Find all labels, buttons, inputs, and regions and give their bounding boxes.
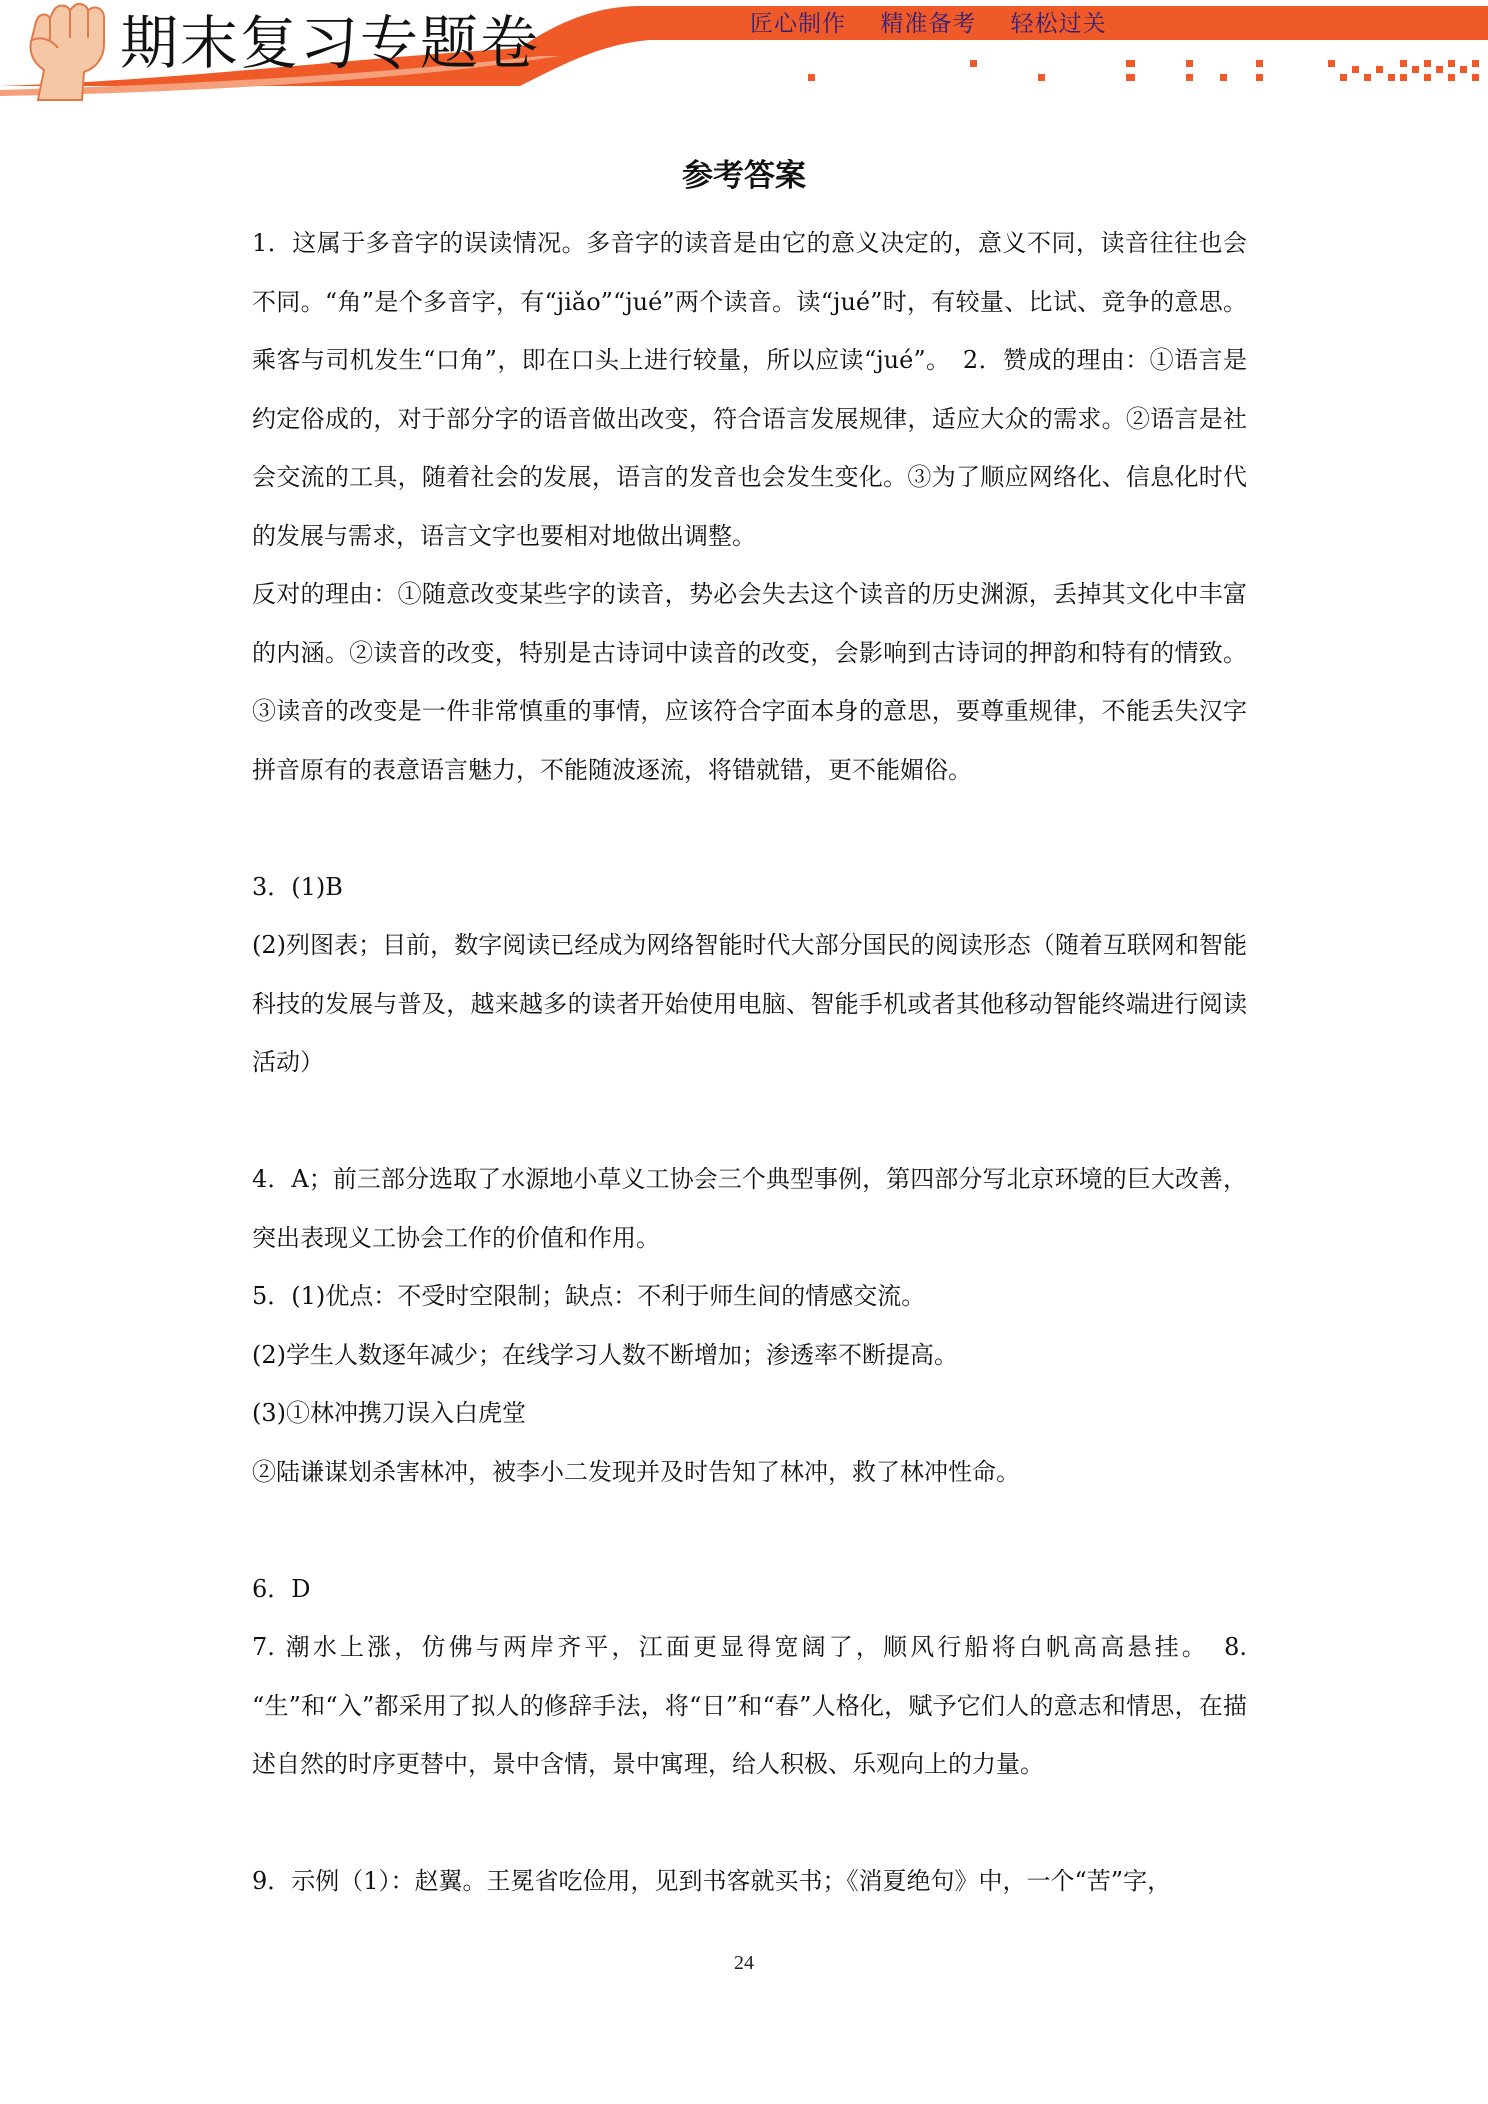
spacer [252,1501,1247,1560]
page-title: 参考答案 [682,158,806,194]
paragraph: 9．示例（1）：赵翼。王冕省吃俭用，见到书客就买书；《消夏绝句》中，一个“苦”字， [252,1867,1172,1895]
spacer [252,1794,1247,1853]
paragraph: (3)①林冲携刀误入白虎堂 [252,1399,526,1427]
paragraph: 1．这属于多音字的误读情况。多音字的读音是由它的意义决定的，意义不同，读音往往也会不同。“角”是个多音字，有“jiǎo”“jué”两个读音。读“jué”时，有较量、比试、竞争的意思。乘客与司机发生“口角”，即在口头上进行较量，所以应读“jué”。 2．赞成的理由：①语言是约定俗成的，对于部分字的语音做出改变，符合语言发展规律，适应大众的需求。②语言是社会交流的工具，随着社会的发展，语言的发音也会发生变化。③为了顺应网络化、信息化时代的发展与需求，语言文字也要相对地做出调整。 [252,229,1247,550]
slogan-item: 匠心制作 [750,11,846,37]
slogan-item: 精准备考 [880,11,977,37]
paragraph: 4．A；前三部分选取了水源地小草义工协会三个典型事例，第四部分写北京环境的巨大改善，突出表现义工协会工作的价值和作用。 [252,1165,1247,1252]
paragraph: (2)学生人数逐年减少；在线学习人数不断增加；渗透率不断提高。 [252,1340,958,1369]
slogan-item: 轻松过关 [1010,11,1107,37]
fist-icon [8,0,128,104]
spacer [252,799,1247,858]
header-slogan [750,9,1133,39]
page-header [0,0,1488,110]
paragraph: 3．(1)B [252,872,343,901]
page-number: 24 [734,1952,754,1974]
paragraph: 5．(1)优点：不受时空限制；缺点：不利于师生间的情感交流。 [252,1282,926,1310]
spacer [252,1092,1247,1151]
paragraph: 7. 潮水上涨，仿佛与两岸齐平，江面更显得宽阔了，顺风行船将白帆高高悬挂。 8. “生”和“入”都采用了拟人的修辞手法，将“日”和“春”人格化，赋予它们人的意志和情思，在描述自然的时序更替中，景中含情，景中寓理，给人积极、乐观向上的力量。 [252,1633,1247,1778]
answer-content [252,214,1247,1911]
paragraph: 6．D [252,1574,311,1603]
paragraph: ②陆谦谋划杀害林冲，被李小二发现并及时告知了林冲，救了林冲性命。 [252,1457,1020,1486]
paragraph: 反对的理由：①随意改变某些字的读音，势必会失去这个读音的历史渊源，丢掉其文化中丰富的内涵。②读音的改变，特别是古诗词中读音的改变，会影响到古诗词的押韵和特有的情致。③读音的改变是一件非常慎重的事情，应该符合字面本身的意思，要尊重规律，不能丢失汉字拼音原有的表意语言魅力，不能随波逐流，将错就错，更不能媚俗。 [252,580,1247,784]
paragraph: (2)列图表；目前，数字阅读已经成为网络智能时代大部分国民的阅读形态（随着互联网和智能科技的发展与普及，越来越多的读者开始使用电脑、智能手机或者其他移动智能终端进行阅读活动） [252,931,1247,1076]
header-title: 期末复习专题卷 [120,9,541,77]
